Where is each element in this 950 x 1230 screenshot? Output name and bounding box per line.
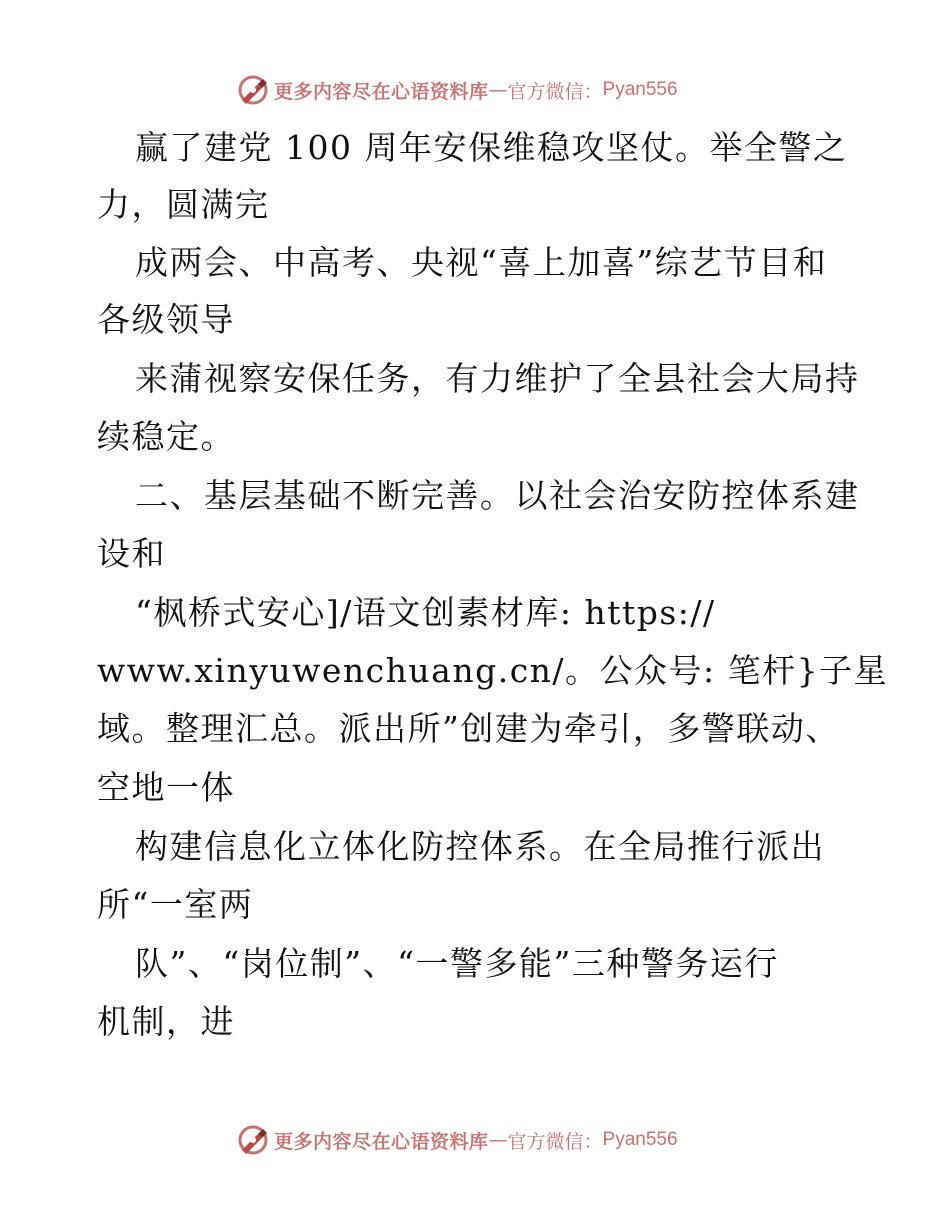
body-line: 续稳定。: [97, 417, 235, 456]
watermark-dash: —: [488, 79, 508, 101]
body-line: 成两会、中高考、央视“喜上加喜”综艺节目和: [135, 243, 828, 282]
body-line: 域。整理汇总。派出所”创建为牵引，多警联动、: [97, 709, 840, 748]
body-line: 所“一室两: [97, 885, 254, 924]
body-line: 设和: [97, 534, 166, 573]
watermark-wechat-id: Pyan556: [602, 1129, 678, 1150]
pen-logo-icon: [236, 1123, 270, 1157]
body-line: 构建信息化立体化防控体系。在全局推行派出: [135, 827, 825, 866]
body-line: 队”、“岗位制”、“一警多能”三种警务运行: [135, 944, 779, 983]
body-line: 二、基层基础不断完善。以社会治安防控体系建: [135, 476, 860, 515]
watermark-brand: 更多内容尽在心语资料库: [274, 1130, 489, 1153]
body-line: 来蒲视察安保任务，有力维护了全县社会大局持: [135, 359, 860, 398]
body-line: “枫桥式安心]/语文创素材库: https://: [135, 593, 716, 632]
watermark-dash: —: [488, 1129, 508, 1151]
watermark-label: 官方微信：: [507, 1130, 603, 1153]
body-line: www.xinyuwenchuang.cn/。公众号: 笔杆}子星: [97, 651, 889, 690]
footer-watermark: [236, 1122, 678, 1158]
watermark-brand: 更多内容尽在心语资料库: [274, 80, 489, 103]
body-line: 力，圆满完: [97, 185, 270, 224]
body-line: 各级领导: [97, 300, 235, 339]
body-line: 机制，进: [97, 1002, 235, 1041]
pen-logo-icon: [236, 73, 270, 107]
header-watermark: [236, 72, 678, 108]
watermark-wechat-id: Pyan556: [602, 79, 678, 100]
body-line: 赢了建党 100 周年安保维稳攻坚仗。举全警之: [135, 128, 848, 167]
watermark-label: 官方微信：: [507, 80, 603, 103]
body-line: 空地一体: [97, 768, 235, 807]
